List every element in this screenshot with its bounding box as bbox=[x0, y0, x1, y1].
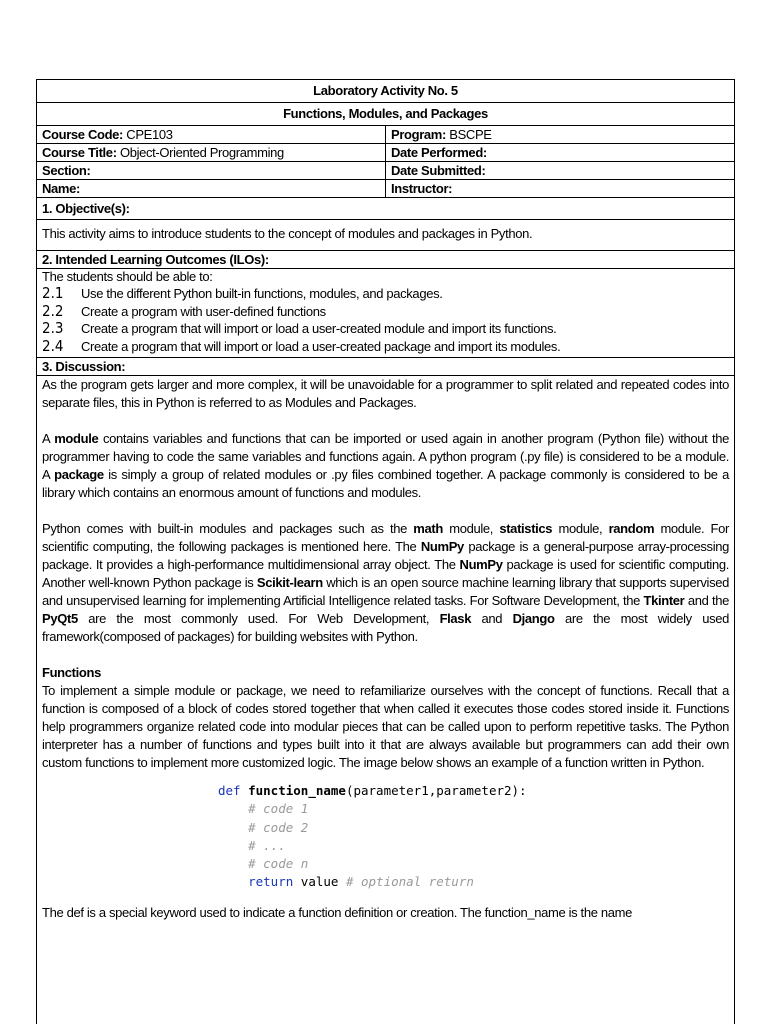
text-run: Python comes with built-in modules and packages such as the bbox=[42, 521, 414, 536]
discussion-paragraph-1: As the program gets larger and more complex, it will be unavoidable for a programmer to split related and repeated codes into separate files, this in Python is referred to as Modules and Packages. bbox=[42, 377, 729, 410]
text-run: package is used for scientific computing. Another well-known Python package is bbox=[42, 557, 729, 590]
discussion-paragraph-4: To implement a simple module or package, we need to refamiliarize ourselves with the concept of functions. Recall that a function is composed of a block of codes stored together that when called it executes those codes stored inside it. Functions help programmers organize related code into modular pieces that can be called upon to perform repetitive tasks. The Python interpreter has a number of functions and types built into it that are always available but programmers can add their own custom functions to implement more customized logic. The image below shows an example of a function written in Python. bbox=[42, 683, 729, 770]
lab-title: Laboratory Activity No. 5 bbox=[37, 80, 734, 103]
text-run: contains variables and functions that can be imported or used again in another program (Python file) without the programmer having to code the same variables and functions again. A python program (.py file) is considered to be a module. A bbox=[42, 431, 729, 482]
function-params: (parameter1,parameter2): bbox=[345, 783, 527, 798]
course-code-cell bbox=[37, 126, 386, 143]
text-run: module. For scientific computing, the following packages is mentioned here. The bbox=[42, 521, 729, 554]
code-comment: # code 2 bbox=[248, 819, 309, 835]
text-run: are the most widely used framework(composed of packages) for building websites with Python. bbox=[42, 611, 730, 644]
term-tkinter: Tkinter bbox=[643, 593, 685, 608]
term-random: random bbox=[608, 521, 655, 536]
term-package: package bbox=[54, 467, 104, 482]
discussion-paragraph-5: The def is a special keyword used to indicate a function definition or creation. The function_name is the name bbox=[42, 904, 632, 920]
text-run: module, bbox=[442, 521, 500, 536]
objectives-text: This activity aims to introduce students to the concept of modules and packages in Python. bbox=[37, 220, 734, 251]
name-label: Name: bbox=[42, 181, 80, 196]
ilo-text: Create a program that will import or load a user-created module and import its functions. bbox=[81, 321, 557, 336]
text-run: and the bbox=[684, 593, 729, 608]
lab-activity-sheet bbox=[36, 79, 735, 1024]
term-flask: Flask bbox=[439, 611, 472, 626]
code-comment: # ... bbox=[248, 837, 286, 853]
text-run: module, bbox=[552, 521, 609, 536]
text-run: are the most commonly used. For Web Development, bbox=[77, 611, 440, 626]
function-name: function_name bbox=[248, 783, 346, 798]
term-statistics: statistics bbox=[499, 521, 553, 536]
text-run: which is an open source machine learning library that supports supervised and unsupervised learning for implementing Artificial Intelligence related tasks. For Software Development, the bbox=[42, 575, 729, 608]
section-label: Section: bbox=[42, 163, 91, 178]
ilo-text: Use the different Python built-in functions, modules, and packages. bbox=[81, 286, 443, 301]
keyword-return: return bbox=[248, 874, 294, 890]
ilos-section bbox=[37, 269, 734, 358]
keyword-def: def bbox=[218, 783, 241, 798]
ilo-text: Create a program that will import or load a user-created package and import its modules. bbox=[81, 338, 561, 354]
ilo-item bbox=[42, 303, 729, 321]
course-title-cell bbox=[37, 144, 386, 161]
info-row-section bbox=[37, 162, 734, 180]
functions-heading-text: Functions bbox=[42, 665, 101, 680]
section-cell bbox=[37, 162, 386, 179]
course-title-label: Course Title: bbox=[42, 145, 117, 160]
info-row-name bbox=[37, 180, 734, 198]
ilo-number: 2.2 bbox=[42, 301, 64, 320]
program-label: Program: bbox=[391, 127, 446, 142]
term-scikit-learn: Scikit-learn bbox=[256, 575, 323, 590]
lab-subtitle: Functions, Modules, and Packages bbox=[37, 103, 734, 126]
ilo-item bbox=[42, 285, 729, 303]
ilos-intro: The students should be able to: bbox=[42, 269, 213, 284]
ilo-number: 2.4 bbox=[42, 336, 64, 355]
ilos-heading: 2. Intended Learning Outcomes (ILOs): bbox=[37, 251, 734, 269]
term-django: Django bbox=[512, 611, 555, 626]
info-row-course-title bbox=[37, 144, 734, 162]
term-module: module bbox=[54, 431, 99, 446]
ilo-text: Create a program with user-defined functions bbox=[81, 303, 326, 319]
ilo-item bbox=[42, 338, 729, 356]
discussion-paragraph-3 bbox=[42, 520, 729, 646]
term-math: math bbox=[413, 521, 443, 536]
objectives-heading: 1. Objective(s): bbox=[37, 198, 734, 220]
course-code-value: CPE103 bbox=[126, 127, 173, 142]
functions-heading bbox=[42, 664, 729, 682]
ilo-number: 2.3 bbox=[42, 319, 64, 337]
instructor-label: Instructor: bbox=[391, 181, 453, 196]
ilo-item bbox=[42, 320, 729, 338]
code-comment: # code n bbox=[248, 856, 309, 872]
term-numpy: NumPy bbox=[420, 539, 464, 554]
ilo-number: 2.1 bbox=[42, 284, 64, 302]
text-run: is simply a group of related modules or .py files combined together. A package commonly is considered to be a library which contains an enormous amount of functions and modules. bbox=[42, 467, 729, 500]
program-cell bbox=[386, 126, 734, 143]
program-value: BSCPE bbox=[449, 127, 492, 142]
text-run: and bbox=[471, 611, 513, 626]
date-performed-label: Date Performed: bbox=[391, 145, 487, 160]
discussion-paragraph-2 bbox=[42, 430, 729, 502]
course-code-label: Course Code: bbox=[42, 127, 124, 142]
date-submitted-cell bbox=[386, 162, 734, 179]
name-cell bbox=[37, 180, 386, 197]
text-run: package is a general-purpose array-processing package. It provides a high-performance multidimensional array object. The bbox=[42, 539, 729, 572]
course-title-value: Object-Oriented Programming bbox=[119, 145, 284, 160]
text-run: A bbox=[42, 431, 55, 446]
code-example bbox=[218, 782, 729, 892]
return-value: value bbox=[293, 874, 346, 890]
date-performed-cell bbox=[386, 144, 734, 161]
discussion-body bbox=[37, 376, 734, 922]
date-submitted-label: Date Submitted: bbox=[391, 163, 486, 178]
term-pyqt5: PyQt5 bbox=[42, 611, 78, 626]
info-row-course-code bbox=[37, 126, 734, 144]
term-numpy: NumPy bbox=[459, 557, 503, 572]
code-comment: # optional return bbox=[345, 874, 474, 890]
code-comment: # code 1 bbox=[248, 801, 309, 817]
instructor-cell bbox=[386, 180, 734, 197]
discussion-heading: 3. Discussion: bbox=[37, 358, 734, 376]
